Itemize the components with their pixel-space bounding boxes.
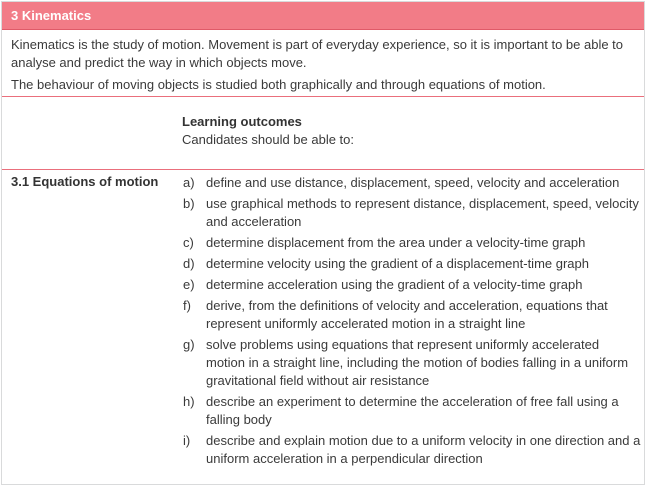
outcome-text: derive, from the definitions of velocity and acceleration, equations that represent uniformly accelerated motion in a straight line bbox=[206, 298, 608, 331]
outcome-letter: d) bbox=[183, 256, 195, 271]
divider-middle bbox=[2, 169, 644, 170]
outcome-text: define and use distance, displacement, speed, velocity and acceleration bbox=[206, 175, 620, 190]
outcome-text: use graphical methods to represent distance, displacement, speed, velocity and acceleration bbox=[206, 196, 639, 229]
outcome-letter: c) bbox=[183, 235, 194, 250]
divider-top bbox=[2, 96, 644, 97]
section-title: 3 Kinematics bbox=[11, 8, 92, 23]
intro-paragraph-2: The behaviour of moving objects is studied both graphically and through equations of motion. bbox=[11, 77, 546, 92]
outcome-item-f bbox=[183, 297, 641, 333]
outcome-item-c bbox=[183, 234, 641, 252]
outcome-letter: b) bbox=[183, 196, 195, 211]
outcome-item-i bbox=[183, 432, 641, 468]
outcome-text: determine displacement from the area under a velocity-time graph bbox=[206, 235, 586, 250]
outcome-text: solve problems using equations that represent uniformly accelerated motion in a straight line, including the motion of bodies falling in a uniform gravitational field without air resistance bbox=[206, 337, 629, 388]
outcome-letter: i) bbox=[183, 433, 191, 448]
outcome-item-g bbox=[183, 336, 641, 390]
syllabus-panel bbox=[1, 1, 645, 485]
outcomes-list bbox=[183, 174, 641, 471]
intro-paragraph-1: Kinematics is the study of motion. Movement is part of everyday experience, so it is important to be able to analyse and predict the way in which objects move. bbox=[11, 37, 624, 70]
outcome-letter: g) bbox=[183, 337, 195, 352]
outcome-item-d bbox=[183, 255, 641, 273]
outcome-item-b bbox=[183, 195, 641, 231]
outcome-item-a bbox=[183, 174, 641, 192]
outcome-letter: h) bbox=[183, 394, 195, 409]
outcome-letter: e) bbox=[183, 277, 195, 292]
subsection-label: 3.1 Equations of motion bbox=[11, 174, 159, 189]
outcome-text: determine acceleration using the gradient of a velocity-time graph bbox=[206, 277, 583, 292]
learning-outcomes-heading: Learning outcomes bbox=[182, 114, 302, 129]
outcome-text: describe an experiment to determine the acceleration of free fall using a falling body bbox=[206, 394, 619, 427]
learning-outcomes-subheading: Candidates should be able to: bbox=[182, 132, 355, 147]
outcome-text: determine velocity using the gradient of a displacement-time graph bbox=[206, 256, 589, 271]
outcome-item-e bbox=[183, 276, 641, 294]
outcome-letter: f) bbox=[183, 298, 191, 313]
outcome-text: describe and explain motion due to a uniform velocity in one direction and a uniform acceleration in a perpendicular direction bbox=[206, 433, 641, 466]
intro-text bbox=[11, 36, 641, 98]
outcome-item-h bbox=[183, 393, 641, 429]
section-header-bar bbox=[2, 2, 644, 30]
outcome-letter: a) bbox=[183, 175, 195, 190]
